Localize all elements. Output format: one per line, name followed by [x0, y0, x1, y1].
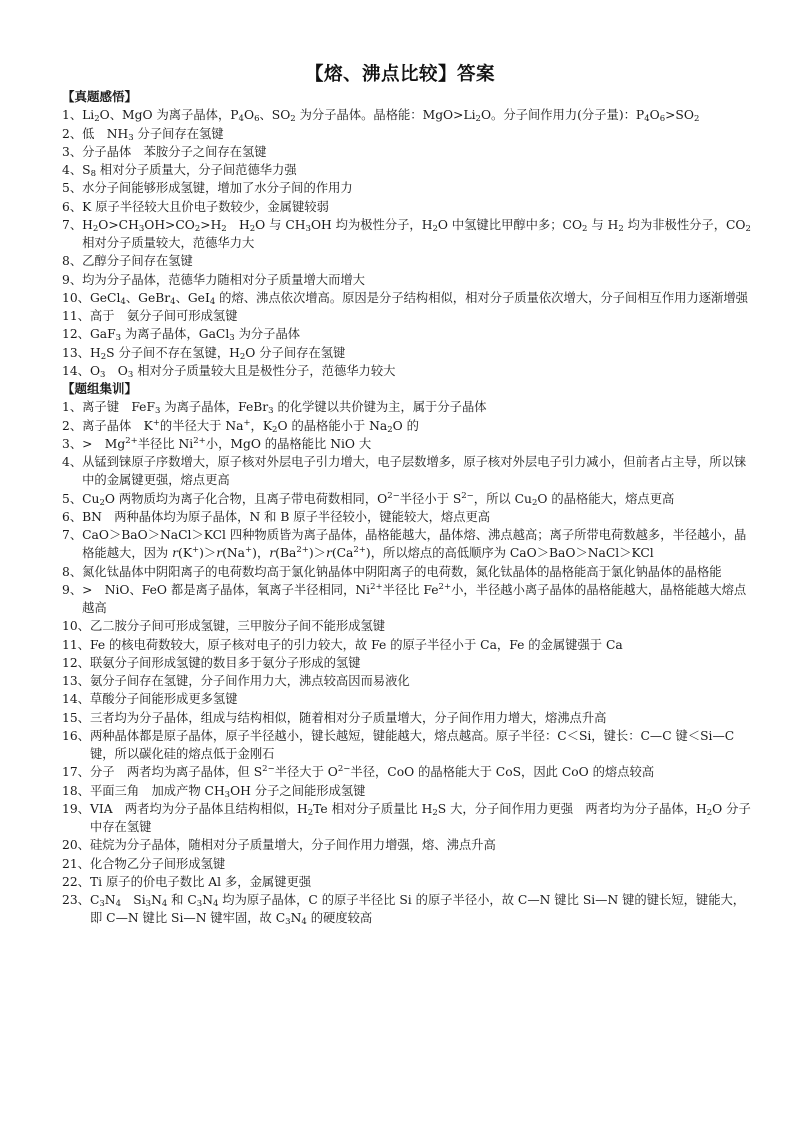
answer-text: $Li_2O$、MgO 为离子晶体，$P_4O_6$、$SO_2$ 为分子晶体。晶格能：$MgO>Li_2O$。分子间作用力(分子量)：$P_4O_6>SO_2$ [82, 108, 700, 125]
answer-number: 14、 [62, 363, 90, 378]
answer-number: 14、 [62, 692, 90, 707]
answer-number: 13、 [62, 345, 90, 360]
answer-item [62, 179, 752, 197]
answer-text: > $Mg^{2+}$半径比 $Ni^{2+}$小，MgO 的晶格能比 NiO 大 [82, 435, 372, 451]
answer-number: 10、 [62, 619, 90, 634]
answer-item [62, 417, 752, 435]
answer-item [62, 636, 752, 654]
answer-item [62, 654, 752, 672]
answer-number: 10、 [62, 290, 90, 305]
answer-item [62, 289, 752, 307]
answer-number: 16、 [62, 728, 90, 743]
answer-text: 平面三角 加成产物 $CH_3OH$ 分子之间能形成氢键 [89, 783, 366, 800]
answer-item [62, 709, 752, 727]
answer-text: 联氨分子间形成氢键的数目多于氨分子形成的氢键 [89, 655, 361, 670]
answer-text: 氨分子间存在氢键，分子间作用力大，沸点较高因而易液化 [89, 674, 410, 688]
answer-text: $H_2S$ 分子间不存在氢键，$H_2O$ 分子间存在氢键 [89, 345, 346, 362]
answer-text: $C_3N_4$ $Si_3N_4$ 和 $C_3N_4$ 均为原子晶体，C 的原子半径比 Si 的原子半径小，故 C—N 键比 Si—N 键的键长短，键能大，即 C—N 键比 Si—N 键牢固，故 $C_3N_4$ 的硬度较高 [89, 893, 746, 928]
answer-text: 两种晶体都是原子晶体，原子半径越小，键长越短，键能越大，熔点越高。原子半径：C＜Si，键长：C—C 键＜Si—C 键，所以碳化硅的熔点低于金刚石 [89, 728, 735, 761]
answer-text: Ti 原子的价电子数比 Al 多，金属键更强 [89, 874, 312, 889]
answer-number: 5、 [62, 491, 83, 506]
answer-content [62, 88, 752, 928]
answer-text: 化合物乙分子间形成氢键 [89, 856, 226, 871]
answer-text: K 原子半径较大且价电子数较少，金属键较弱 [82, 199, 329, 214]
answer-item [62, 891, 752, 928]
answer-number: 12、 [62, 655, 90, 670]
answer-item [62, 362, 752, 380]
answer-number: 8、 [62, 254, 83, 269]
answer-item [62, 198, 752, 216]
answer-number: 9、 [62, 272, 83, 287]
answer-item [62, 307, 752, 325]
answer-text: BN 两种晶体均为原子晶体，N 和 B 原子半径较小，键能较大，熔点更高 [82, 509, 491, 524]
answer-text: VIA 两者均为分子晶体且结构相似，$H_2Te$ 相对分子质量比 $H_2S$ 大，分子间作用力更强 两者均为分子晶体，$H_2O$ 分子中存在氢键 [89, 801, 751, 834]
answer-item [62, 873, 752, 891]
answer-number: 7、 [62, 217, 83, 232]
answer-text: 低 $NH_3$ 分子间存在氢键 [82, 126, 224, 143]
answer-item [62, 143, 752, 161]
answer-number: 17、 [62, 765, 90, 780]
answer-text: > NiO、FeO 都是离子晶体，氧离子半径相同，$Ni^{2+}$半径比 $Fe^{2+}$小，半径越小离子晶体的晶格能越大，晶格能越大熔点越高 [82, 581, 747, 615]
answer-number: 3、 [62, 144, 83, 159]
answer-item [62, 435, 752, 453]
answer-text: 离子晶体 K+的半径大于 Na+，$K_2O$ 的晶格能小于 $Na_2O$ 的 [82, 417, 419, 435]
answer-item [62, 216, 752, 253]
answer-text: 离子键 FeF$_3$ 为离子晶体，FeBr$_3$ 的化学键以共价键为主，属于分子晶体 [82, 400, 487, 417]
answer-item [62, 344, 752, 362]
answer-text: CaO＞BaO＞NaCl＞KCl 四种物质皆为离子晶体，晶格能越大，晶体熔、沸点越高；离子所带电荷数越多，半径越小，晶格能越大，因为 r(K+)＞r(Na+)，$r(Ba^{2+})>r(Ca^{2+})$，所以熔点的高低顺序为 CaO＞BaO＞NaCl＞KCl [82, 528, 747, 561]
answer-item [62, 800, 752, 837]
answer-item [62, 325, 752, 343]
answer-number: 18、 [62, 783, 90, 798]
answer-item [62, 690, 752, 708]
answer-text: 氮化钛晶体中阴阳离子的电荷数均高于氯化钠晶体中阴阳离子的电荷数，氮化钛晶体的晶格能高于氯化钠晶体的晶格能 [82, 564, 722, 579]
answer-number: 23、 [62, 893, 90, 907]
answer-number: 6、 [62, 199, 83, 214]
answer-text: 分子晶体 苯胺分子之间存在氢键 [82, 144, 267, 159]
answer-item [62, 763, 752, 781]
answer-number: 2、 [62, 418, 83, 433]
answer-text: 从锰到铼原子序数增大，原子核对外层电子引力增大，电子层数增多，原子核对外层电子引力减小，但前者占主导，所以铼中的金属键更强，熔点更高 [82, 455, 747, 488]
answer-number: 8、 [62, 564, 83, 579]
answer-text: GeCl$_4$、GeBr$_4$、GeI$_4$ 的熔、沸点依次增高。原因是分子结构相似，相对分子质量依次增大，分子间相互作用力逐渐增强 [89, 290, 748, 307]
answer-number: 15、 [62, 710, 90, 725]
answer-item [62, 836, 752, 854]
answer-item [62, 453, 752, 490]
answer-text: 硅烷为分子晶体，随相对分子质量增大，分子间作用力增强，熔、沸点升高 [89, 838, 496, 853]
answer-text: 草酸分子间能形成更多氢键 [89, 692, 238, 707]
answer-number: 1、 [62, 400, 83, 415]
answer-number: 5、 [62, 181, 83, 196]
answer-text: $O_3$ $O_3$ 相对分子质量较大且是极性分子，范德华力较大 [89, 363, 396, 380]
answer-item [62, 672, 752, 690]
answer-item [62, 855, 752, 873]
answer-number: 21、 [62, 856, 90, 871]
answer-item [62, 161, 752, 179]
answer-item [62, 398, 752, 416]
answer-item [62, 727, 752, 764]
answer-number: 13、 [62, 674, 90, 688]
answer-text: 乙醇分子间存在氢键 [82, 254, 193, 269]
answer-item [62, 563, 752, 581]
answer-text: 三者均为分子晶体，组成与结构相似，随着相对分子质量增大，分子间作用力增大，熔沸点升高 [89, 710, 607, 725]
answer-item [62, 125, 752, 143]
answer-item [62, 617, 752, 635]
answer-text: Fe 的核电荷数较大，原子核对电子的引力较大，故 Fe 的原子半径小于 Ca，Fe 的金属键强于 Ca [89, 637, 623, 652]
answer-item [62, 252, 752, 270]
answer-item [62, 581, 752, 618]
answer-number: 22、 [62, 874, 90, 889]
answer-item [62, 490, 752, 508]
answer-text: 均为分子晶体，范德华力随相对分子质量增大而增大 [82, 272, 365, 287]
answer-item [62, 782, 752, 800]
page-title: 【熔、沸点比较】答案 [304, 64, 495, 85]
section-heading: 【真题感悟】 [62, 89, 138, 104]
answer-text: $Cu_2O$ 两物质均为离子化合物，且离子带电荷数相同，$O^{2-}$半径小于 $S^{2-}$，所以 $Cu_2O$ 的晶格能大，熔点更高 [82, 490, 675, 508]
answer-text: 水分子间能够形成氢键，增加了水分子间的作用力 [82, 181, 353, 196]
answer-number: 1、 [62, 108, 83, 123]
answer-item [62, 508, 752, 526]
answer-text: 分子 两者均为离子晶体，但 $S^{2-}$半径大于 $O^{2-}$半径，CoO 的晶格能大于 CoS，因此 CoO 的熔点较高 [89, 764, 655, 780]
answer-text: 高于 氨分子间可形成氢键 [89, 309, 238, 323]
answer-text: GaF$_3$ 为离子晶体，GaCl$_3$ 为分子晶体 [89, 327, 301, 344]
answer-number: 20、 [62, 838, 90, 853]
answer-item [62, 526, 752, 563]
answer-number: 2、 [62, 126, 83, 141]
answer-number: 6、 [62, 509, 83, 524]
answer-number: 7、 [62, 528, 83, 542]
answer-number: 4、 [62, 455, 83, 469]
answer-item [62, 106, 752, 124]
section-heading: 【题组集训】 [62, 381, 138, 396]
answer-text: $S_8$ 相对分子质量大，分子间范德华力强 [82, 163, 297, 179]
answer-number: 19、 [62, 801, 90, 816]
answer-item [62, 271, 752, 289]
answer-number: 12、 [62, 327, 90, 342]
answer-text: 乙二胺分子间可形成氢键，三甲胺分子间不能形成氢键 [89, 619, 386, 634]
answer-number: 11、 [62, 637, 90, 652]
answer-number: 3、 [62, 436, 83, 451]
answer-number: 11、 [62, 309, 90, 323]
answer-number: 4、 [62, 163, 83, 177]
answer-text: $H_2O>CH_3OH>CO_2>H_2$ $H_2O$ 与 $CH_3OH$ 均为极性分子，$H_2O$ 中氢键比甲醇中多；$CO_2$ 与 $H_2$ 均为非极性分子，$CO_2$ 相对分子质量较大，范德华力大 [82, 217, 751, 250]
answer-number: 9、 [62, 582, 83, 597]
